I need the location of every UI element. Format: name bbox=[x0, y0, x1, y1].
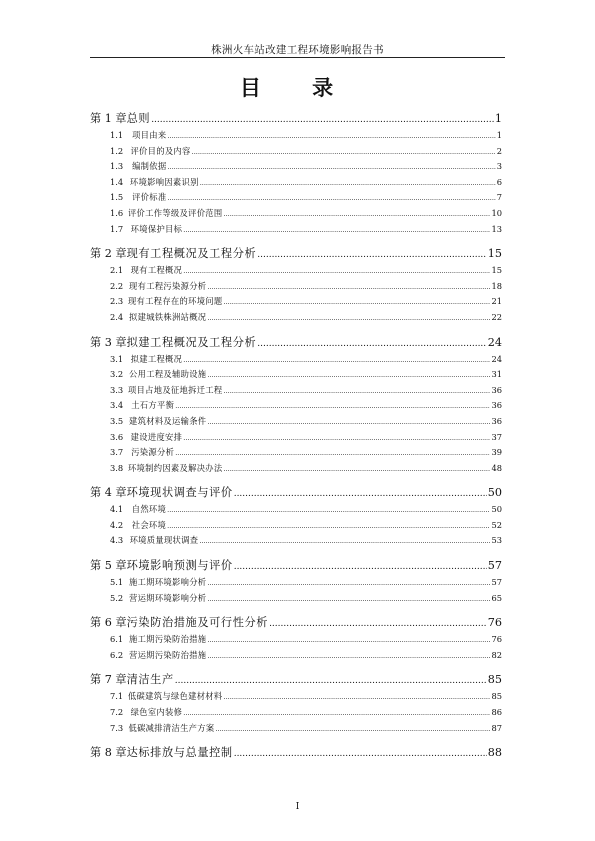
toc-section-page: 36 bbox=[491, 400, 502, 411]
toc-section-title: 评价标准 bbox=[132, 192, 167, 203]
toc-chapter-title: 总则 bbox=[126, 112, 151, 125]
toc-section-number: 2.3 bbox=[110, 296, 124, 307]
dot-leader bbox=[269, 619, 487, 629]
toc-section[interactable] bbox=[90, 191, 502, 207]
running-header: 株洲火车站改建工程环境影响报告书 bbox=[211, 44, 384, 56]
toc-section[interactable] bbox=[90, 223, 502, 239]
toc-section-title: 自然环境 bbox=[131, 504, 167, 515]
toc-chapter-number: 第 8 章 bbox=[90, 746, 127, 760]
dot-leader bbox=[175, 449, 490, 457]
toc-section-page: 85 bbox=[491, 691, 502, 702]
toc-section-number: 3.1 bbox=[110, 353, 124, 364]
toc-section-title: 现有工程存在的环境问题 bbox=[127, 296, 223, 307]
header-rule bbox=[90, 57, 505, 58]
table-of-contents bbox=[90, 110, 502, 763]
toc-section[interactable] bbox=[90, 160, 502, 176]
toc-section-title: 编制依据 bbox=[132, 161, 167, 172]
toc-section-number: 3.6 bbox=[110, 431, 124, 442]
dot-leader bbox=[224, 387, 491, 395]
dot-leader bbox=[224, 210, 491, 218]
dot-leader bbox=[207, 314, 490, 322]
toc-section-title: 公用工程及辅助设施 bbox=[129, 369, 207, 380]
toc-section-number: 1.3 bbox=[110, 161, 124, 172]
toc-section-page: 87 bbox=[491, 722, 502, 733]
toc-section-title: 营运期污染防治措施 bbox=[129, 649, 207, 660]
toc-section-page: 13 bbox=[491, 223, 502, 234]
toc-chapter-number: 第 1 章 bbox=[90, 112, 127, 125]
toc-section-number: 1.4 bbox=[110, 176, 124, 187]
toc-section-title: 建设进度安排 bbox=[130, 431, 183, 442]
toc-chapter-number: 第 6 章 bbox=[90, 616, 127, 630]
toc-chapter-page: 57 bbox=[487, 559, 502, 573]
toc-section-number: 3.8 bbox=[110, 462, 124, 473]
toc-section-number: 4.3 bbox=[110, 535, 124, 546]
toc-chapter[interactable] bbox=[90, 557, 502, 576]
toc-section-number: 6.2 bbox=[110, 649, 124, 660]
toc-section-number: 2.4 bbox=[110, 311, 124, 322]
dot-leader bbox=[207, 371, 490, 379]
toc-section-title: 现有工程污染源分析 bbox=[129, 280, 207, 291]
toc-section-number: 3.2 bbox=[110, 369, 124, 380]
toc-section[interactable] bbox=[90, 207, 502, 223]
toc-section-page: 3 bbox=[496, 161, 502, 172]
dot-leader bbox=[183, 226, 490, 234]
toc-section[interactable] bbox=[90, 145, 502, 161]
toc-chapter[interactable] bbox=[90, 110, 502, 129]
toc-chapter[interactable] bbox=[90, 484, 502, 503]
toc-chapter[interactable] bbox=[90, 334, 502, 353]
toc-section-title: 项目由来 bbox=[132, 130, 167, 140]
toc-section[interactable] bbox=[90, 311, 502, 327]
dot-leader bbox=[207, 595, 490, 603]
dot-leader bbox=[167, 163, 495, 171]
toc-section-page: 37 bbox=[491, 431, 502, 442]
page-title: 目 录 bbox=[239, 75, 356, 100]
toc-section[interactable] bbox=[90, 519, 502, 535]
toc-section-number: 5.2 bbox=[110, 592, 124, 603]
dot-leader bbox=[257, 339, 486, 349]
toc-chapter-number: 第 4 章 bbox=[90, 486, 127, 500]
toc-section[interactable] bbox=[90, 353, 502, 369]
toc-chapter-page: 15 bbox=[487, 247, 502, 261]
toc-section[interactable] bbox=[90, 649, 502, 665]
toc-chapter-page: 85 bbox=[487, 673, 502, 687]
dot-leader bbox=[234, 489, 487, 499]
toc-section-title: 拟建城铁株洲站概况 bbox=[129, 311, 207, 322]
toc-section-page: 7 bbox=[496, 192, 502, 203]
toc-section-title: 土石方平衡 bbox=[131, 400, 175, 411]
toc-section-page: 48 bbox=[491, 462, 502, 473]
toc-chapter-title: 环境影响预测与评价 bbox=[126, 559, 233, 573]
toc-section-title: 低碳建筑与绿色建材材料 bbox=[127, 691, 223, 702]
toc-section[interactable] bbox=[90, 176, 502, 192]
toc-section-title: 施工期环境影响分析 bbox=[129, 577, 207, 588]
toc-section-page: 36 bbox=[491, 384, 502, 395]
toc-section[interactable] bbox=[90, 129, 502, 145]
toc-section[interactable] bbox=[90, 706, 502, 722]
toc-section-number: 2.2 bbox=[110, 280, 124, 291]
toc-section-page: 31 bbox=[491, 369, 502, 380]
toc-section-title: 营运期环境影响分析 bbox=[129, 592, 207, 603]
toc-section-page: 52 bbox=[491, 519, 502, 530]
toc-section-page: 50 bbox=[491, 504, 502, 515]
toc-chapter[interactable] bbox=[90, 744, 502, 763]
toc-section-title: 社会环境 bbox=[131, 519, 167, 530]
toc-section[interactable] bbox=[90, 690, 502, 706]
toc-section[interactable] bbox=[90, 462, 502, 478]
toc-section-number: 4.2 bbox=[110, 519, 124, 530]
toc-section-page: 21 bbox=[491, 296, 502, 307]
dot-leader bbox=[207, 418, 490, 426]
toc-section-page: 15 bbox=[491, 265, 502, 276]
toc-section-title: 低碳减排清洁生产方案 bbox=[128, 722, 215, 733]
dot-leader bbox=[183, 267, 490, 275]
toc-section-number: 7.1 bbox=[110, 691, 124, 702]
dot-leader bbox=[167, 132, 495, 140]
toc-section-number: 4.1 bbox=[110, 504, 124, 515]
dot-leader bbox=[151, 115, 494, 125]
toc-section-page: 10 bbox=[491, 207, 502, 218]
toc-section[interactable] bbox=[90, 633, 502, 649]
toc-section-number: 7.3 bbox=[110, 722, 124, 733]
dot-leader bbox=[207, 283, 490, 291]
toc-section-number: 3.3 bbox=[110, 384, 124, 395]
toc-section-page: 57 bbox=[491, 577, 502, 588]
dot-leader bbox=[224, 693, 491, 701]
toc-section-number: 3.4 bbox=[110, 400, 124, 411]
dot-leader bbox=[215, 725, 490, 733]
toc-chapter-number: 第 5 章 bbox=[90, 559, 127, 573]
toc-chapter-page: 76 bbox=[487, 616, 502, 630]
toc-section-page: 39 bbox=[491, 447, 502, 458]
toc-section[interactable] bbox=[90, 446, 502, 462]
toc-section-number: 1.6 bbox=[110, 207, 124, 218]
dot-leader bbox=[175, 676, 487, 686]
toc-section[interactable] bbox=[90, 592, 502, 608]
dot-leader bbox=[200, 179, 496, 187]
toc-section-title: 污染源分析 bbox=[131, 447, 175, 458]
dot-leader bbox=[175, 402, 490, 410]
dot-leader bbox=[234, 749, 487, 759]
toc-chapter-title: 污染防治措施及可行性分析 bbox=[126, 616, 269, 630]
toc-section-title: 绿色室内装修 bbox=[130, 707, 183, 718]
toc-chapter-number: 第 3 章 bbox=[90, 335, 127, 349]
toc-chapter-page: 88 bbox=[487, 746, 502, 760]
toc-chapter-page: 24 bbox=[487, 335, 502, 349]
dot-leader bbox=[207, 652, 490, 660]
toc-section-page: 36 bbox=[491, 415, 502, 426]
toc-section-number: 7.2 bbox=[110, 707, 124, 718]
toc-section[interactable] bbox=[90, 264, 502, 280]
toc-section-page: 24 bbox=[491, 353, 502, 364]
toc-section-page: 86 bbox=[491, 707, 502, 718]
toc-chapter-page: 50 bbox=[487, 486, 502, 500]
toc-section-page: 53 bbox=[491, 535, 502, 546]
toc-section[interactable] bbox=[90, 368, 502, 384]
dot-leader bbox=[207, 636, 490, 644]
toc-section[interactable] bbox=[90, 280, 502, 296]
toc-section-number: 1.1 bbox=[110, 130, 124, 140]
dot-leader bbox=[183, 434, 490, 442]
toc-section-title: 项目占地及征地拆迁工程 bbox=[127, 384, 223, 395]
toc-chapter-number: 第 7 章 bbox=[90, 673, 127, 687]
toc-section-number: 1.2 bbox=[110, 145, 124, 156]
toc-section-title: 拟建工程概况 bbox=[130, 353, 183, 364]
toc-section-title: 环境影响因素识别 bbox=[129, 176, 199, 187]
toc-section-number: 3.7 bbox=[110, 447, 124, 458]
dot-leader bbox=[224, 465, 491, 473]
toc-section-number: 2.1 bbox=[110, 265, 124, 276]
toc-section-page: 82 bbox=[491, 649, 502, 660]
toc-section-title: 环境制约因素及解决办法 bbox=[127, 462, 223, 473]
toc-section[interactable] bbox=[90, 503, 502, 519]
toc-chapter[interactable] bbox=[90, 671, 502, 690]
dot-leader bbox=[224, 298, 491, 306]
toc-section-title: 评价目的及内容 bbox=[130, 145, 191, 156]
toc-section-number: 5.1 bbox=[110, 577, 124, 588]
toc-section[interactable] bbox=[90, 431, 502, 447]
dot-leader bbox=[183, 709, 490, 717]
toc-section-number: 1.5 bbox=[110, 192, 124, 203]
toc-section-title: 环境质量现状调查 bbox=[129, 535, 199, 546]
toc-section-number: 6.1 bbox=[110, 634, 124, 645]
toc-section[interactable] bbox=[90, 722, 502, 738]
dot-leader bbox=[234, 562, 487, 572]
page-number: I bbox=[295, 802, 300, 812]
toc-section-page: 18 bbox=[491, 280, 502, 291]
toc-section[interactable] bbox=[90, 295, 502, 311]
dot-leader bbox=[167, 522, 490, 530]
toc-section[interactable] bbox=[90, 534, 502, 550]
dot-leader bbox=[199, 537, 490, 545]
toc-section-page: 22 bbox=[491, 311, 502, 322]
toc-chapter[interactable] bbox=[90, 614, 502, 633]
dot-leader bbox=[207, 579, 490, 587]
toc-section-page: 65 bbox=[491, 592, 502, 603]
toc-section[interactable] bbox=[90, 384, 502, 400]
toc-section[interactable] bbox=[90, 576, 502, 592]
toc-section-page: 6 bbox=[496, 176, 502, 187]
toc-section-title: 现有工程概况 bbox=[130, 265, 183, 276]
toc-chapter-title: 清洁生产 bbox=[126, 673, 174, 687]
dot-leader bbox=[183, 356, 490, 364]
dot-leader bbox=[192, 148, 496, 156]
toc-section-page: 76 bbox=[491, 634, 502, 645]
toc-section-page: 1 bbox=[496, 130, 502, 140]
dot-leader bbox=[257, 250, 486, 260]
toc-chapter-title: 拟建工程概况及工程分析 bbox=[126, 335, 257, 349]
toc-section-title: 环境保护目标 bbox=[130, 223, 183, 234]
toc-section-title: 施工期污染防治措施 bbox=[129, 634, 207, 645]
toc-chapter-title: 现有工程概况及工程分析 bbox=[126, 247, 257, 261]
toc-section[interactable] bbox=[90, 399, 502, 415]
toc-section-title: 建筑材料及运输条件 bbox=[129, 415, 207, 426]
toc-section-title: 评价工作等级及评价范围 bbox=[127, 207, 223, 218]
toc-chapter-title: 环境现状调查与评价 bbox=[126, 486, 233, 500]
toc-section-page: 2 bbox=[496, 145, 502, 156]
toc-section-number: 1.7 bbox=[110, 223, 124, 234]
toc-chapter[interactable] bbox=[90, 245, 502, 264]
dot-leader bbox=[167, 506, 490, 514]
toc-chapter-number: 第 2 章 bbox=[90, 247, 127, 261]
dot-leader bbox=[167, 194, 495, 202]
toc-section[interactable] bbox=[90, 415, 502, 431]
toc-section-number: 3.5 bbox=[110, 415, 124, 426]
toc-chapter-title: 达标排放与总量控制 bbox=[126, 746, 233, 760]
toc-chapter-page: 1 bbox=[494, 112, 502, 125]
